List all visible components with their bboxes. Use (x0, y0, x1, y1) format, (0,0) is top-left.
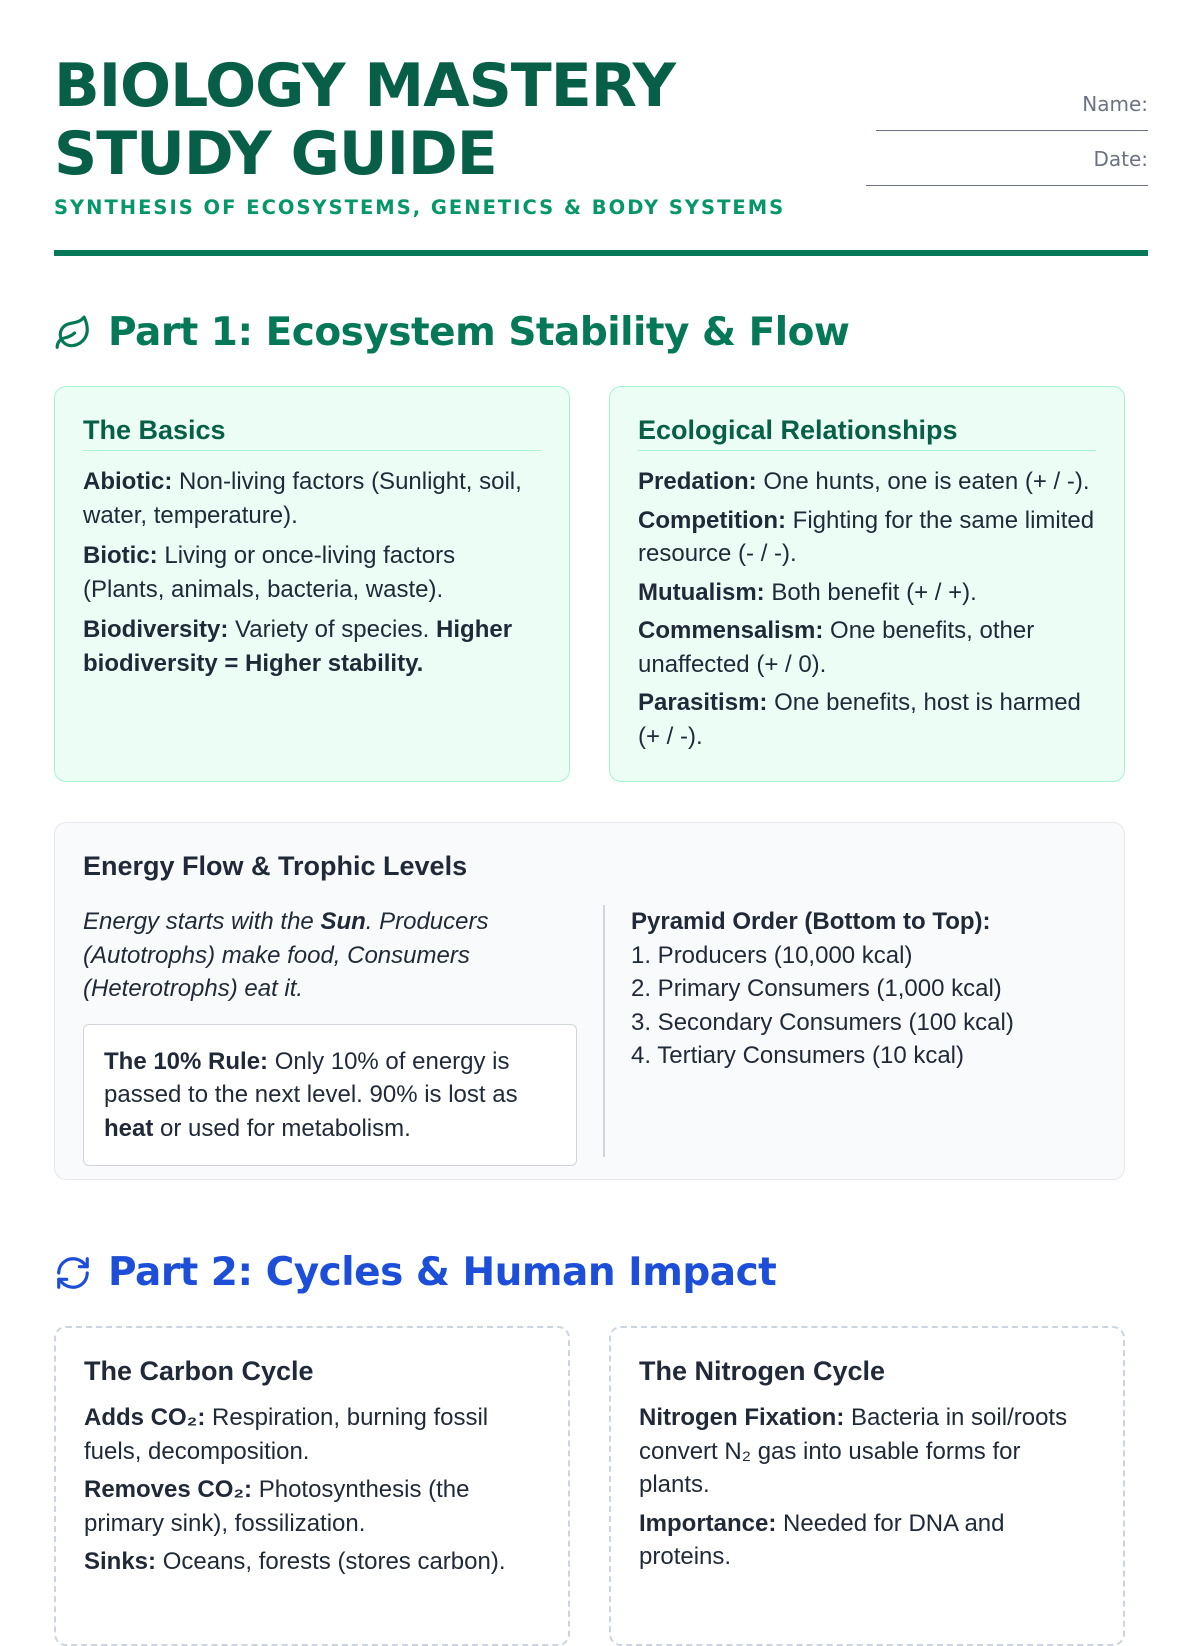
list-item: Parasitism: One benefits, host is harmed (+ / -). (638, 689, 1081, 750)
energy-title: Energy Flow & Trophic Levels (83, 851, 468, 881)
part2-title: Part 2: Cycles & Human Impact (108, 1250, 777, 1295)
relationships-title: Ecological Relationships (638, 415, 1096, 451)
part1-title: Part 1: Ecosystem Stability & Flow (108, 310, 850, 355)
list-item: Importance: Needed for DNA and proteins. (639, 1509, 1005, 1570)
leaf-icon (54, 314, 92, 352)
carbon-cycle-card (54, 1326, 570, 1646)
cycle-icon (54, 1254, 92, 1292)
energy-description (83, 905, 583, 1166)
list-item: Commensalism: One benefits, other unaffected (+ / 0). (638, 617, 1035, 678)
list-item: 4. Tertiary Consumers (10 kcal) (631, 1042, 964, 1069)
nitrogen-cycle-card (609, 1326, 1125, 1646)
header (54, 52, 1148, 262)
list-item: Competition: Fighting for the same limited resource (- / -). (638, 506, 1095, 567)
page-subtitle: SYNTHESIS OF ECOSYSTEMS, GENETICS & BODY SYSTEMS (54, 196, 786, 219)
nitrogen-title: The Nitrogen Cycle (639, 1356, 886, 1386)
list-item: Abiotic: Non-living factors (Sunlight, soil, water, temperature). (83, 468, 522, 529)
list-item: Mutualism: Both benefit (+ / +). (638, 578, 977, 606)
energy-intro: Energy starts with the Sun. Producers (Autotrophs) make food, Consumers (Heterotrophs) eat it. (83, 908, 489, 1002)
list-item: Sinks: Oceans, forests (stores carbon). (84, 1548, 506, 1575)
list-item: Biodiversity: Variety of species. Higher biodiversity = Higher stability. (83, 616, 513, 677)
name-blank-line[interactable] (876, 130, 1148, 131)
ten-percent-rule-box: The 10% Rule: Only 10% of energy is passed to the next level. 90% is lost as heat or used for metabolism. (83, 1024, 577, 1167)
pyramid-order (631, 905, 1111, 1073)
pyramid-heading: Pyramid Order (Bottom to Top): (631, 908, 991, 935)
header-divider (54, 250, 1148, 256)
list-item: 2. Primary Consumers (1,000 kcal) (631, 975, 1002, 1002)
list-item: 1. Producers (10,000 kcal) (631, 941, 913, 969)
date-blank-line[interactable] (866, 185, 1148, 186)
list-item: Nitrogen Fixation: Bacteria in soil/roots convert N₂ gas into usable forms for plants. (639, 1404, 1068, 1498)
basics-title: The Basics (83, 415, 541, 451)
part2-heading (54, 1250, 776, 1295)
carbon-title: The Carbon Cycle (84, 1356, 314, 1386)
basics-card (54, 386, 570, 782)
list-item: Adds CO₂: Respiration, burning fossil fuels, decomposition. (84, 1404, 489, 1465)
list-item: Removes CO₂: Photosynthesis (the primary sink), fossilization. (84, 1476, 470, 1537)
date-label: Date: (1093, 147, 1148, 171)
name-date-fields (848, 92, 1148, 186)
relationships-card (609, 386, 1125, 782)
list-item: 3. Secondary Consumers (100 kcal) (631, 1008, 1014, 1036)
part1-heading (54, 310, 849, 355)
page-title: BIOLOGY MASTERY STUDY GUIDE (54, 51, 676, 189)
column-divider (603, 905, 605, 1157)
energy-flow-card (54, 822, 1125, 1180)
list-item: Predation: One hunts, one is eaten (+ / -). (638, 468, 1090, 495)
pyramid-list (631, 939, 1111, 1073)
list-item: Biotic: Living or once-living factors (Plants, animals, bacteria, waste). (83, 542, 456, 603)
name-label: Name: (1082, 92, 1148, 116)
